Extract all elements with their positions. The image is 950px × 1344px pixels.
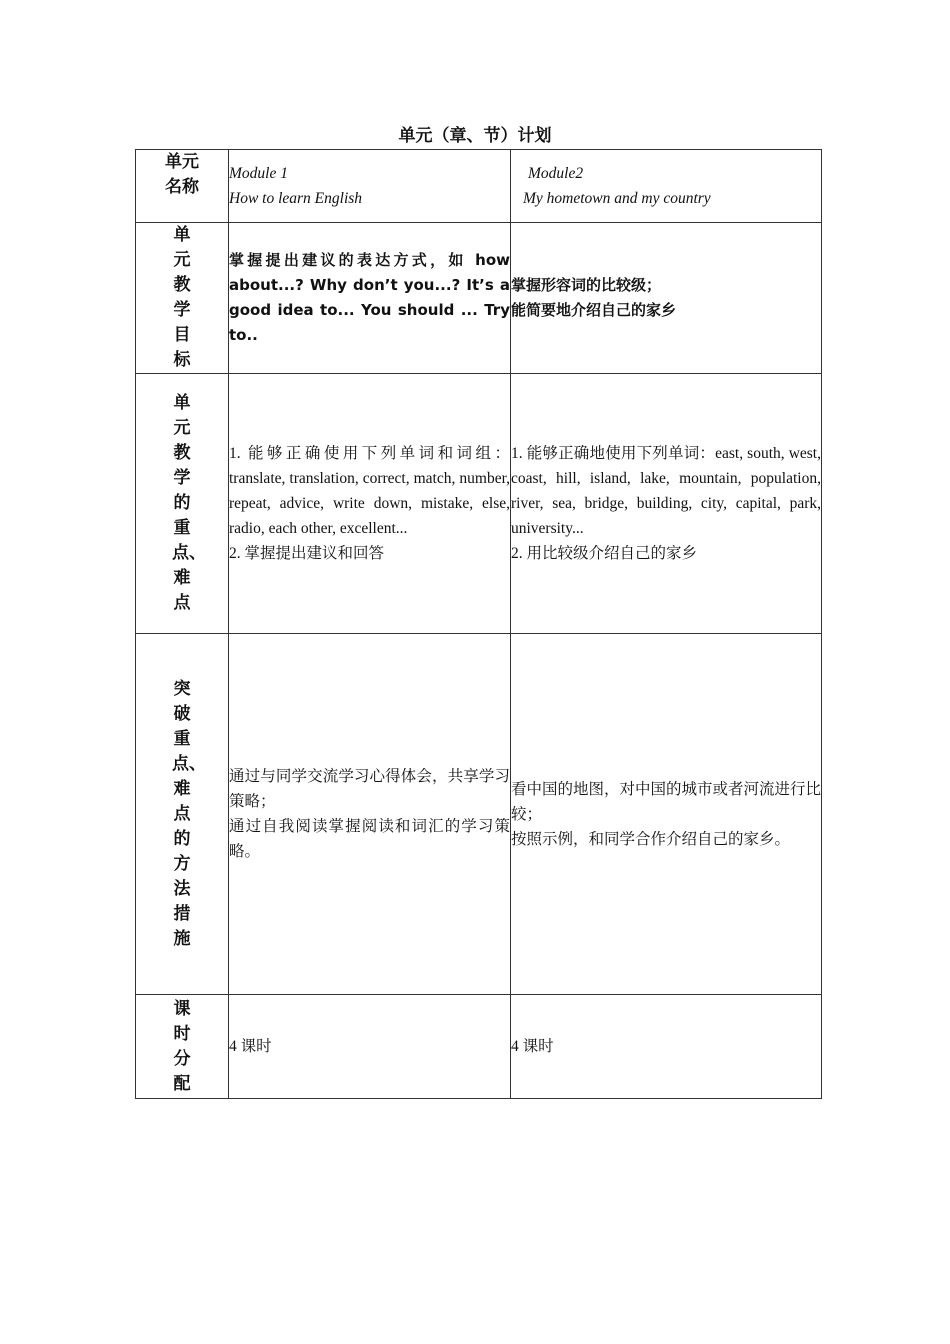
module2-key-points-para1: 1. 能够正确地使用下列单词：east, south, west, coast, hill, island, lake, mountain, population, river, sea, bridge, building, city, capital, park, university...: [511, 445, 821, 537]
class-hours-header-cell: [136, 995, 229, 1099]
key-points-row: [136, 374, 822, 634]
module2-goals-line1: 掌握形容词的比较级；: [511, 276, 662, 294]
module1-class-hours-cell: [229, 995, 511, 1099]
module2-title: Module2: [528, 165, 584, 182]
unit-name-header-cell: [136, 150, 229, 223]
module1-class-hours: 4 课时: [229, 1038, 272, 1055]
class-hours-header: 课时分配: [173, 998, 191, 1094]
module2-subtitle: My hometown and my country: [523, 190, 711, 207]
module1-key-points-para1: 1. 能够正确使用下列单词和词组：translate, translation, correct, match, number, repeat, advice, write down, mistake, else, radio, each other, excellent...: [229, 445, 510, 537]
module1-key-points-para2: 2. 掌握提出建议和回答: [229, 545, 385, 562]
module1-methods-cell: [229, 634, 511, 995]
module1-key-points-cell: [229, 374, 511, 634]
module1-subtitle: How to learn English: [229, 190, 363, 207]
unit-name-row: [136, 150, 822, 223]
module2-class-hours: 4 课时: [511, 1038, 554, 1055]
unit-name-header: 单元名称: [165, 152, 199, 197]
module2-methods-para1: 看中国的地图，对中国的城市或者河流进行比较；: [511, 780, 822, 823]
module2-key-points-cell: [511, 374, 822, 634]
module2-methods-para2: 按照示例，和同学合作介绍自己的家乡。: [511, 830, 791, 848]
teaching-goals-header: 单元教学目标: [173, 225, 191, 370]
page-title: 单元（章、节）计划: [398, 126, 552, 146]
unit-plan-table: [135, 149, 822, 1099]
methods-row: [136, 634, 822, 995]
module1-name-cell: [229, 150, 511, 223]
module1-goals-cell: [229, 223, 511, 374]
module1-methods-para1: 通过与同学交流学习心得体会，共享学习策略；: [229, 768, 510, 810]
key-points-header-cell: [136, 374, 229, 634]
module2-methods-cell: [511, 634, 822, 995]
methods-header: 突破重点、难点的方法措施: [172, 678, 206, 949]
module2-class-hours-cell: [511, 995, 822, 1099]
teaching-goals-header-cell: [136, 223, 229, 374]
module2-key-points-para2: 2. 用比较级介绍自己的家乡: [511, 545, 698, 562]
module1-methods-para2: 通过自我阅读掌握阅读和词汇的学习策略。: [229, 818, 510, 860]
module2-goals-line2: 能简要地介绍自己的家乡: [511, 301, 677, 319]
class-hours-row: [136, 995, 822, 1099]
module1-goals-text: 掌握提出建议的表达方式，如 how about...? Why don’t you...? It’s a good idea to... You should ... Try to..: [229, 251, 510, 344]
module2-goals-cell: [511, 223, 822, 374]
methods-header-cell: [136, 634, 229, 995]
module1-title: Module 1: [229, 165, 288, 182]
module2-name-cell: [511, 150, 822, 223]
teaching-goals-row: [136, 223, 822, 374]
key-points-header: 单元教学的重点、难点: [172, 393, 206, 613]
